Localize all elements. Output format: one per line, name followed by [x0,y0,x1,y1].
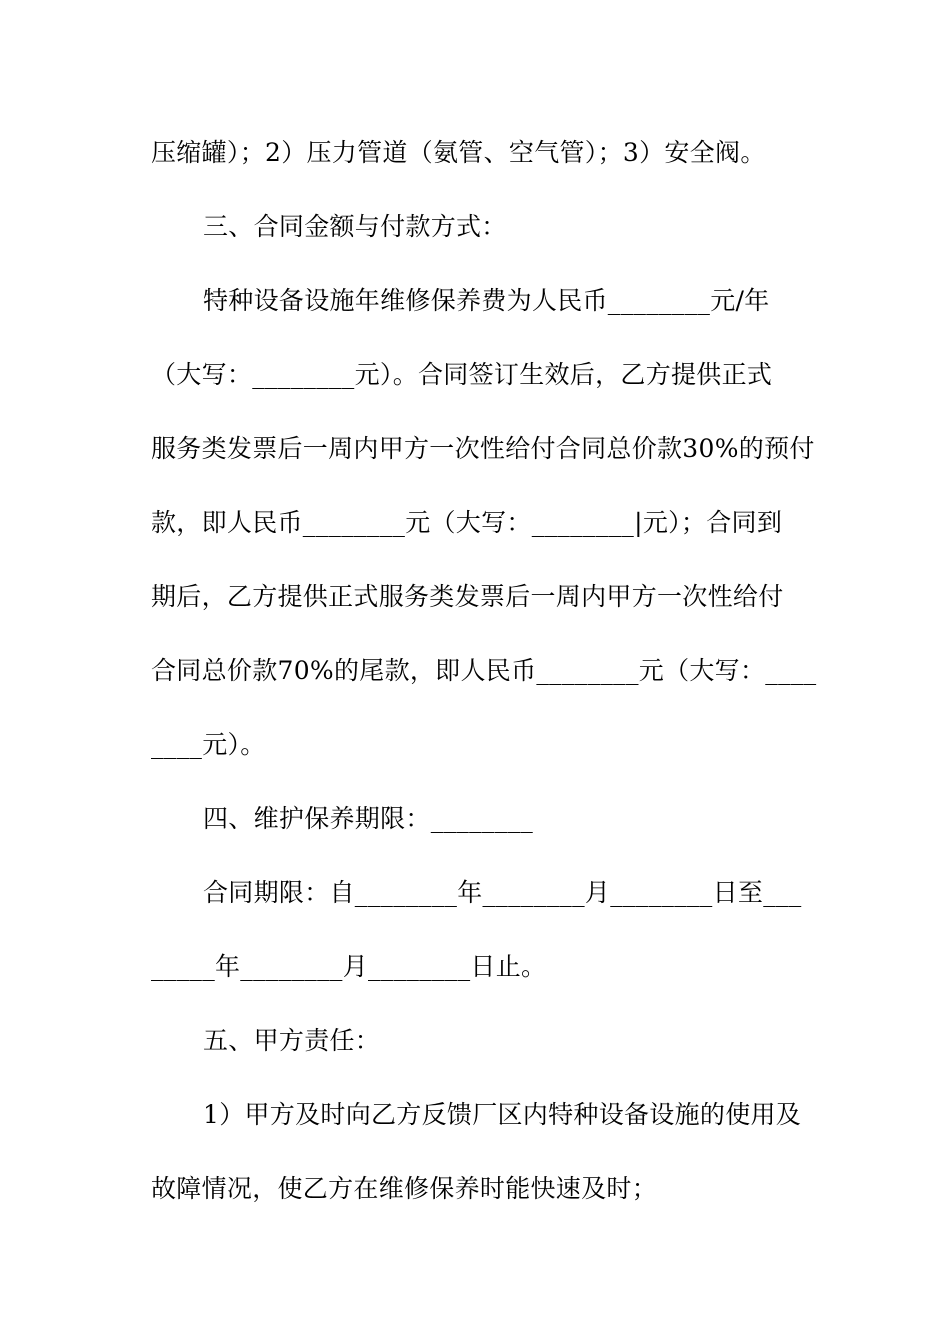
text-line-final-payment-amount: 合同总价款70%的尾款，即人民币________元（大写：____ [151,656,817,685]
text-line-annual-fee: 特种设备设施年维修保养费为人民币________元/年 [203,286,770,315]
heading-party-a-duties: 五、甲方责任： [203,1026,381,1055]
text-line-duty-1-end: 故障情况，使乙方在维修保养时能快速及时； [151,1174,658,1203]
text-line-final-payment: 期后，乙方提供正式服务类发票后一周内甲方一次性给付 [151,582,784,611]
text-line-contract-term: 合同期限：自________年________月________日至___ [203,878,802,907]
text-line-prepayment: 服务类发票后一周内甲方一次性给付合同总价款30%的预付 [151,434,815,463]
text-line-prepayment-amount: 款，即人民币________元（大写：________|元）；合同到 [151,508,783,537]
heading-maintenance-period: 四、维护保养期限：________ [203,804,534,833]
heading-contract-amount: 三、合同金额与付款方式： [203,212,507,241]
text-line-duty-1: 1）甲方及时向乙方反馈厂区内特种设备设施的使用及 [203,1100,802,1129]
text-line-final-payment-end: ____元）。 [151,730,266,759]
text-line-fee-uppercase: （大写：________元）。合同签订生效后，乙方提供正式 [151,360,773,389]
text-line-equipment-list: 压缩罐）；2）压力管道（氨管、空气管）；3）安全阀。 [151,138,766,167]
text-line-contract-term-end: _____年________月________日止。 [151,952,547,981]
